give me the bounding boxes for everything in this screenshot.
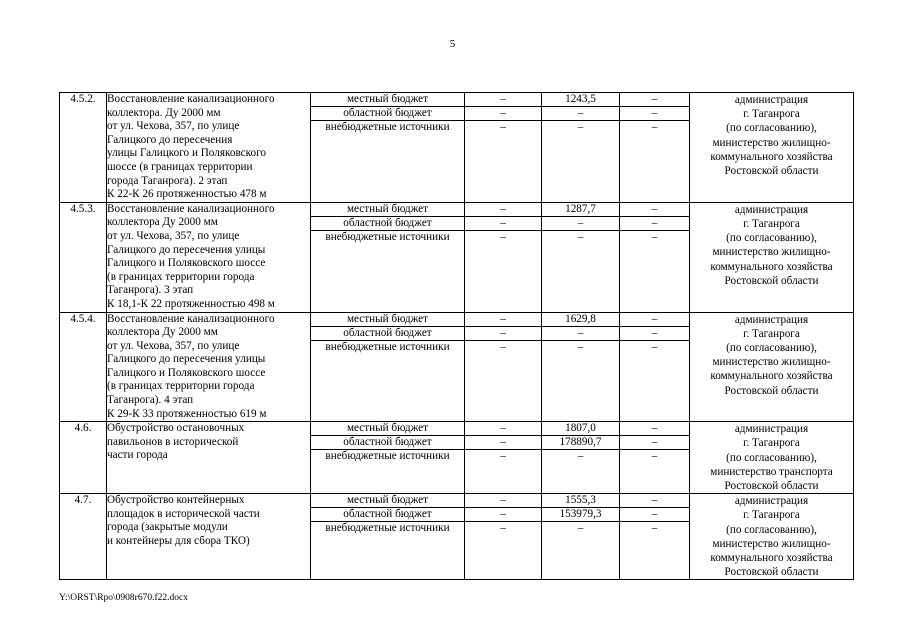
- funding-value-2: 1807,0: [542, 422, 620, 436]
- funding-source: внебюджетные источники: [311, 121, 465, 203]
- responsible-executor: администрация г. Таганрога (по согласованию), министерство жилищно- коммунального хозяйства Ростовской области: [690, 312, 854, 422]
- funding-value-3: –: [620, 107, 690, 121]
- responsible-executor: администрация г. Таганрога (по согласованию), министерство жилищно- коммунального хозяйства Ростовской области: [690, 93, 854, 203]
- program-table: [59, 92, 854, 580]
- funding-source: местный бюджет: [311, 93, 465, 107]
- item-number: 4.7.: [60, 494, 107, 580]
- funding-value-1: –: [465, 107, 542, 121]
- funding-value-3: –: [620, 216, 690, 230]
- funding-value-2: –: [542, 522, 620, 580]
- funding-value-1: –: [465, 93, 542, 107]
- funding-value-3: –: [620, 121, 690, 203]
- funding-value-2: 1287,7: [542, 202, 620, 216]
- funding-value-1: –: [465, 230, 542, 312]
- funding-value-2: –: [542, 230, 620, 312]
- funding-value-2: 1243,5: [542, 93, 620, 107]
- table-body: [60, 93, 854, 580]
- funding-value-2: –: [542, 121, 620, 203]
- funding-value-1: –: [465, 340, 542, 422]
- funding-source: внебюджетные источники: [311, 230, 465, 312]
- funding-value-3: –: [620, 522, 690, 580]
- funding-source: областной бюджет: [311, 216, 465, 230]
- table-row: [60, 494, 854, 508]
- funding-value-3: –: [620, 202, 690, 216]
- funding-value-2: –: [542, 340, 620, 422]
- funding-source: областной бюджет: [311, 326, 465, 340]
- file-path-footer: Y:\ORST\Rpo\0908r670.f22.docx: [59, 593, 188, 603]
- table-row: [60, 312, 854, 326]
- funding-value-2: 178890,7: [542, 436, 620, 450]
- funding-value-1: –: [465, 450, 542, 494]
- funding-value-3: –: [620, 422, 690, 436]
- item-description: Обустройство контейнерных площадок в исторической части города (закрытые модули и контейнеры для сбора ТКО): [107, 494, 311, 580]
- funding-value-3: –: [620, 326, 690, 340]
- funding-value-1: –: [465, 121, 542, 203]
- item-description: Восстановление канализационного коллектора Ду 2000 мм от ул. Чехова, 357, по улице Галицкого до пересечения улицы Галицкого и Поляковского шоссе (в границах территории города Таганрога). 4 этап К 29-К 33 протяженностью 619 м: [107, 312, 311, 422]
- funding-value-2: –: [542, 326, 620, 340]
- funding-source: внебюджетные источники: [311, 522, 465, 580]
- funding-value-3: –: [620, 508, 690, 522]
- funding-value-1: –: [465, 522, 542, 580]
- funding-value-2: –: [542, 107, 620, 121]
- funding-source: местный бюджет: [311, 494, 465, 508]
- funding-value-1: –: [465, 312, 542, 326]
- funding-source: областной бюджет: [311, 508, 465, 522]
- item-number: 4.5.3.: [60, 202, 107, 312]
- funding-value-1: –: [465, 326, 542, 340]
- item-number: 4.5.2.: [60, 93, 107, 203]
- funding-source: местный бюджет: [311, 312, 465, 326]
- funding-value-3: –: [620, 230, 690, 312]
- funding-value-3: –: [620, 436, 690, 450]
- funding-source: местный бюджет: [311, 202, 465, 216]
- funding-value-1: –: [465, 508, 542, 522]
- funding-value-3: –: [620, 494, 690, 508]
- item-number: 4.6.: [60, 422, 107, 494]
- funding-value-1: –: [465, 436, 542, 450]
- funding-source: внебюджетные источники: [311, 450, 465, 494]
- funding-value-3: –: [620, 312, 690, 326]
- funding-source: областной бюджет: [311, 436, 465, 450]
- funding-value-3: –: [620, 340, 690, 422]
- funding-source: внебюджетные источники: [311, 340, 465, 422]
- responsible-executor: администрация г. Таганрога (по согласованию), министерство транспорта Ростовской области: [690, 422, 854, 494]
- funding-value-2: 153979,3: [542, 508, 620, 522]
- funding-value-1: –: [465, 422, 542, 436]
- funding-source: местный бюджет: [311, 422, 465, 436]
- funding-value-2: –: [542, 216, 620, 230]
- funding-value-1: –: [465, 494, 542, 508]
- responsible-executor: администрация г. Таганрога (по согласованию), министерство жилищно- коммунального хозяйства Ростовской области: [690, 202, 854, 312]
- responsible-executor: администрация г. Таганрога (по согласованию), министерство жилищно- коммунального хозяйства Ростовской области: [690, 494, 854, 580]
- funding-source: областной бюджет: [311, 107, 465, 121]
- item-description: Обустройство остановочных павильонов в исторической части города: [107, 422, 311, 494]
- funding-value-1: –: [465, 202, 542, 216]
- table-row: [60, 202, 854, 216]
- funding-value-1: –: [465, 216, 542, 230]
- funding-value-3: –: [620, 93, 690, 107]
- table-row: [60, 93, 854, 107]
- funding-value-2: –: [542, 450, 620, 494]
- item-number: 4.5.4.: [60, 312, 107, 422]
- item-description: Восстановление канализационного коллектора Ду 2000 мм от ул. Чехова, 357, по улице Галицкого до пересечения улицы Галицкого и Поляковского шоссе (в границах территории города Таганрога). 3 этап К 18,1-К 22 протяженностью 498 м: [107, 202, 311, 312]
- page-number: 5: [449, 38, 456, 50]
- item-description: Восстановление канализационного коллектора. Ду 2000 мм от ул. Чехова, 357, по улице Галицкого до пересечения улицы Галицкого и Поляковского шоссе (в границах территории города Таганрога). 2 этап К 22-К 26 протяженностью 478 м: [107, 93, 311, 203]
- funding-value-3: –: [620, 450, 690, 494]
- funding-value-2: 1555,3: [542, 494, 620, 508]
- funding-value-2: 1629,8: [542, 312, 620, 326]
- table-row: [60, 422, 854, 436]
